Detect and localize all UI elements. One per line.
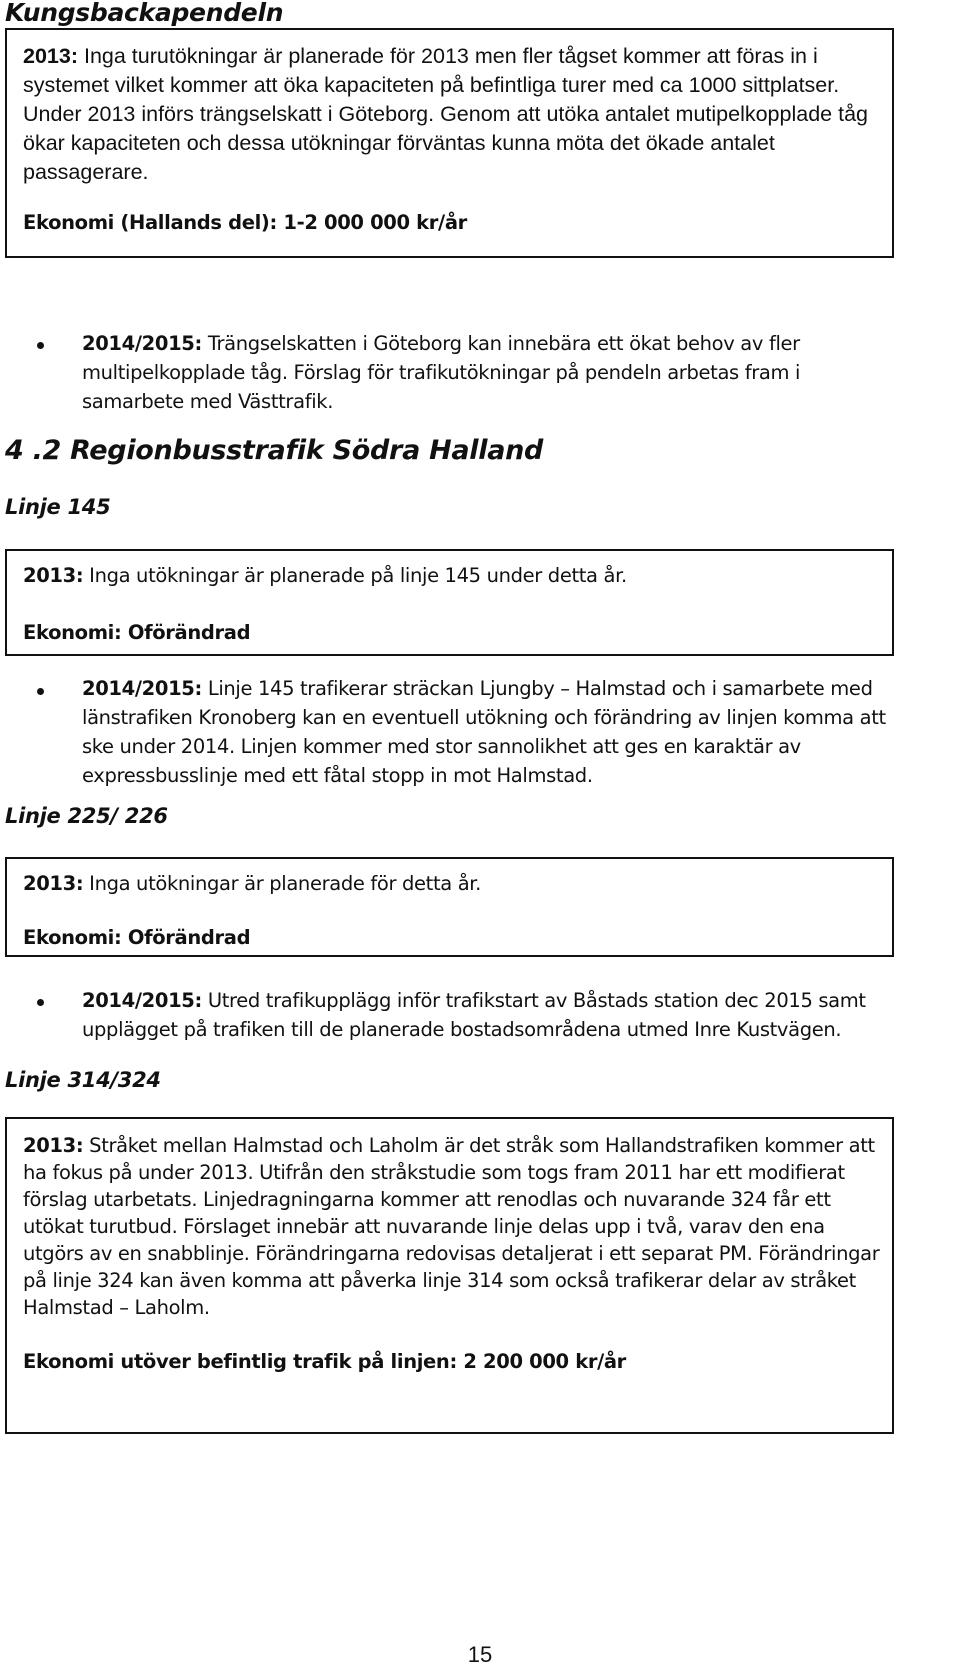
linje-225-2014-bullet (82, 986, 902, 1044)
linje-145-2014-body: Linje 145 trafikerar sträckan Ljungby – Halmstad och i samarbete med länstrafiken Kronoberg kan en eventuell utökning och förändring av linjen komma att ske under 2014. Linjen kommer med stor sannolikhet att ges en karaktär av expressbusslinje med ett fåtal stopp in mot Halmstad. (82, 677, 886, 787)
linje-225-2013-text (23, 869, 883, 898)
kungsbacka-2013-text (23, 42, 883, 187)
kungsbacka-2013-label: 2013: (23, 44, 78, 68)
linje-145-2013-label: 2013: (23, 564, 84, 587)
linje-225-economy: Ekonomi: Oförändrad (23, 926, 251, 949)
linje-145-2014-bullet (82, 674, 902, 790)
linje-314-economy: Ekonomi utöver befintlig trafik på linjen: 2 200 000 kr/år (23, 1350, 626, 1373)
linje-225-2014-body: Utred trafikupplägg inför trafikstart av Båstads station dec 2015 samt upplägget på trafiken till de planerade bostadsområdena utmed Inre Kustvägen. (82, 989, 866, 1041)
page-number: 15 (467, 1642, 493, 1667)
kungsbacka-2013-box (5, 28, 894, 258)
kungsbacka-economy: Ekonomi (Hallands del): 1-2 000 000 kr/år (23, 211, 467, 234)
linje-225-2014-label: 2014/2015: (82, 989, 202, 1012)
linje-145-2013-body: Inga utökningar är planerade på linje 145 under detta år. (83, 564, 627, 587)
bullet-icon (37, 688, 44, 695)
linje-145-economy: Ekonomi: Oförändrad (23, 621, 251, 644)
bullet-icon (37, 342, 44, 349)
kungsbacka-2014-label: 2014/2015: (82, 332, 202, 355)
linje-225-2013-body: Inga utökningar är planerade för detta år. (83, 872, 482, 895)
page-title: Kungsbackapendeln (5, 0, 284, 27)
linje-145-heading: Linje 145 (5, 495, 111, 519)
section-heading: 4 .2 Regionbusstrafik Södra Halland (5, 435, 544, 466)
linje-225-2013-label: 2013: (23, 872, 84, 895)
kungsbacka-2013-body: Inga turutökningar är planerade för 2013 men fler tågset kommer att föras in i systemet vilket kommer att öka kapaciteten på befintliga turer med ca 1000 sittplatser. Under 2013 införs trängselskatt i Göteborg. Genom att utöka antalet mutipelkopplade tåg ökar kapaciteten och dessa utökningar förväntas kunna möta det ökade antalet passagerare. (23, 44, 868, 184)
linje-314-heading: Linje 314/324 (5, 1068, 161, 1092)
linje-225-2013-box (5, 857, 894, 957)
linje-314-2013-label: 2013: (23, 1134, 84, 1157)
linje-314-2013-body: Stråket mellan Halmstad och Laholm är det stråk som Hallandstrafiken kommer att ha fokus på under 2013. Utifrån den stråkstudie som togs fram 2011 har ett modifierat förslag utarbetats. Linjedragningarna kommer att renodlas och nuvarande 324 får ett utökat turutbud. Förslaget innebär att nuvarande linje delas upp i två, varav den ena utgörs av en snabblinje. Förändringarna redovisas detaljerat i ett separat PM. Förändringar på linje 324 kan även komma att påverka linje 314 som också trafikerar delar av stråket Halmstad – Laholm. (23, 1134, 880, 1319)
linje-314-2013-box (5, 1117, 894, 1434)
linje-145-2013-text (23, 561, 883, 590)
kungsbacka-2014-bullet (82, 329, 872, 416)
linje-314-2013-text (23, 1132, 881, 1321)
linje-145-2013-box (5, 549, 894, 656)
linje-225-heading: Linje 225/ 226 (5, 804, 168, 828)
kungsbacka-2014-body: Trängselskatten i Göteborg kan innebära ett ökat behov av fler multipelkopplade tåg. Förslag för trafikutökningar på pendeln arbetas fram i samarbete med Västtrafik. (82, 332, 801, 413)
bullet-icon (37, 999, 44, 1006)
linje-145-2014-label: 2014/2015: (82, 677, 202, 700)
